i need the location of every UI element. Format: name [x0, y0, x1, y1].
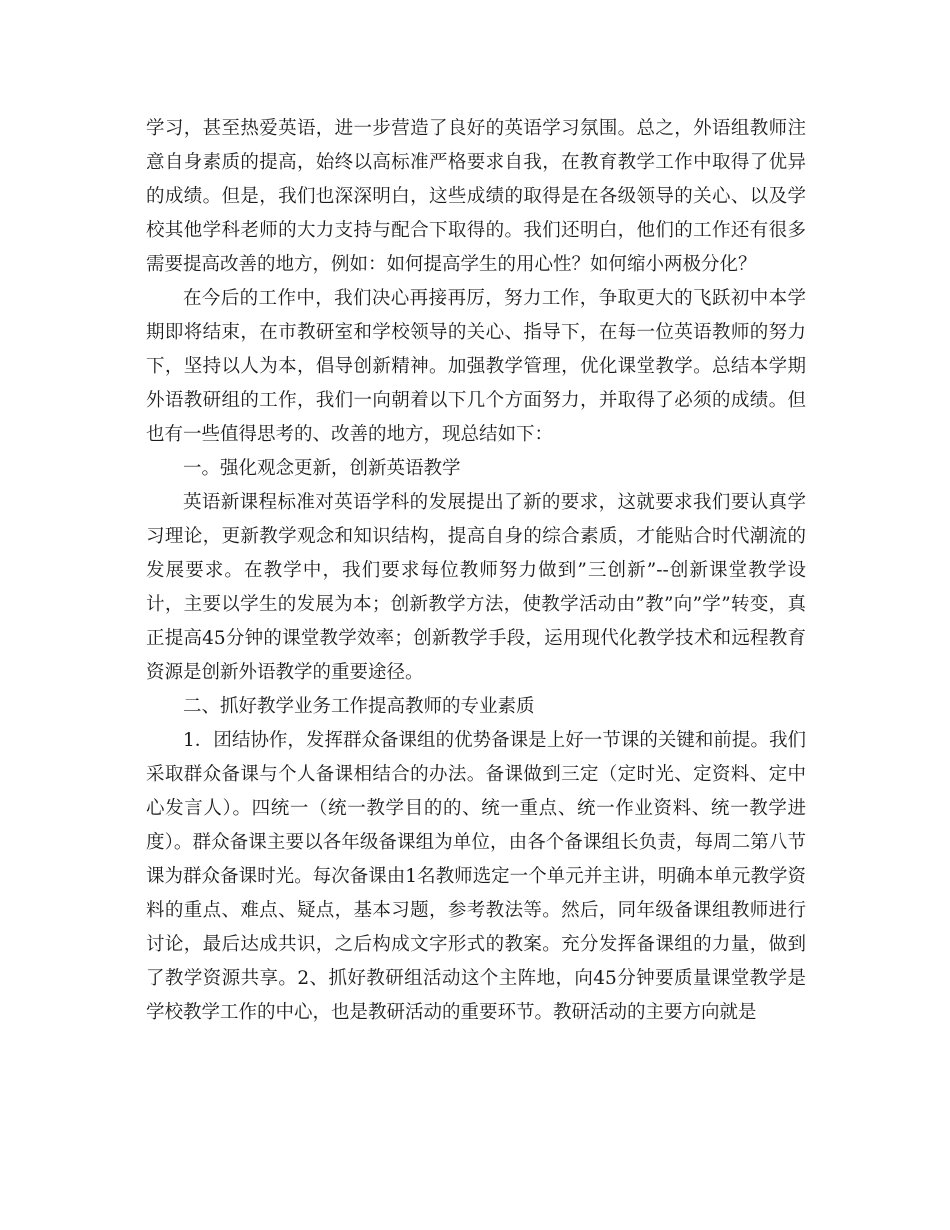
document-body: [146, 112, 806, 1030]
section-heading-1: 一。强化观念更新，创新英语教学: [183, 458, 461, 479]
paragraph-continuation: 学习，甚至热爱英语，进一步营造了良好的英语学习氛围。总之，外语组教师注意自身素质的提高，始终以高标准严格要求自我，在教育教学工作中取得了优异的成绩。但是，我们也深深明白，这些成绩的取得是在各级领导的关心、以及学校其他学科老师的大力支持与配合下取得的。我们还明白，他们的工作还有很多需要提高改善的地方，例如：如何提高学生的用心性？如何缩小两极分化？: [146, 118, 806, 275]
paragraph-curriculum-standard: 英语新课程标准对英语学科的发展提出了新的要求，这就要求我们要认真学习理论，更新教学观念和知识结构，提高自身的综合素质，才能贴合时代潮流的发展要求。在教学中，我们要求每位教师努力做到”三创新”--创新课堂教学设计，主要以学生的发展为本；创新教学方法，使教学活动由”教”向”学”转变，真正提高45分钟的课堂教学效率；创新教学手段，运用现代化教学技术和远程教育资源是创新外语教学的重要途径。: [146, 492, 806, 683]
paragraph-group-lesson-prep: 1．团结协作，发挥群众备课组的优势备课是上好一节课的关键和前提。我们采取群众备课与个人备课相结合的办法。备课做到三定（定时光、定资料、定中心发言人）。四统一（统一教学目的的、统一重点、统一作业资料、统一教学进度）。群众备课主要以各年级备课组为单位，由各个备课组长负责，每周二第八节课为群众备课时光。每次备课由1名教师选定一个单元并主讲，明确本单元教学资料的重点、难点、疑点，基本习题，参考教法等。然后，同年级备课组教师进行讨论，最后达成共识，之后构成文字形式的教案。充分发挥备课组的力量，做到了教学资源共享。2、抓好教研组活动这个主阵地，向45分钟要质量课堂教学是学校教学工作的中心，也是教研活动的重要环节。教研活动的主要方向就是: [146, 730, 806, 1023]
paragraph-future-work: 在今后的工作中，我们决心再接再厉，努力工作，争取更大的飞跃初中本学期即将结束，在市教研室和学校领导的关心、指导下，在每一位英语教师的努力下，坚持以人为本，倡导创新精神。加强教学管理，优化课堂教学。总结本学期外语教研组的工作，我们一向朝着以下几个方面努力，并取得了必须的成绩。但也有一些值得思考的、改善的地方，现总结如下：: [146, 288, 806, 445]
section-heading-2: 二、抓好教学业务工作提高教师的专业素质: [183, 696, 535, 717]
